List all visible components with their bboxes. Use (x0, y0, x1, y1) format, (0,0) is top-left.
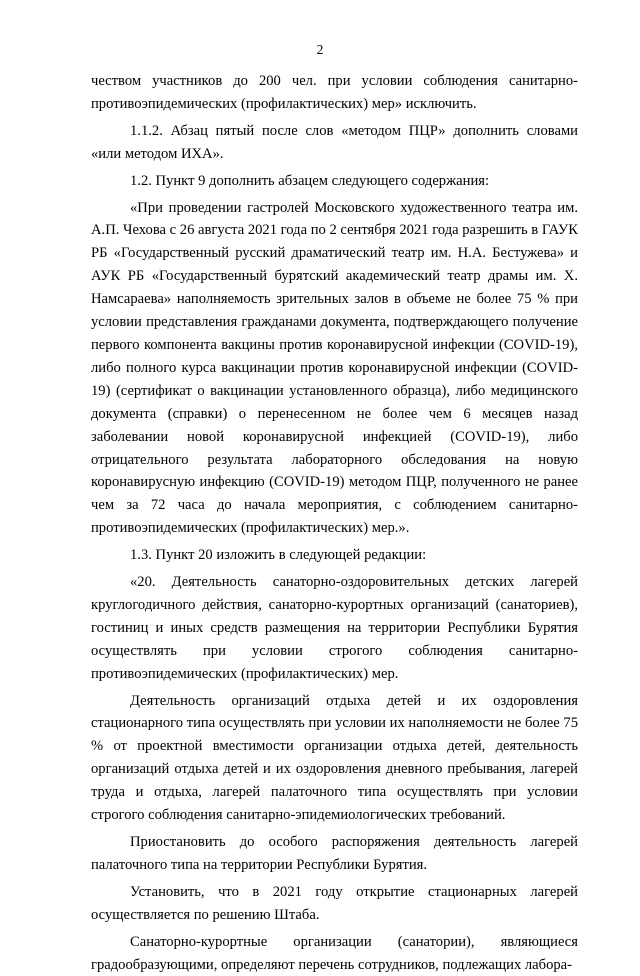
page-number: 2 (316, 42, 324, 57)
paragraph-continuation: чеством участников до 200 чел. при условии соблюдения санитарно-противоэпидемических (профилактических) мер» исключить. (91, 73, 578, 112)
paragraph-point-20: «20. Деятельность санаторно-оздоровительных детских лагерей круглогодичного действия, санаторно-курортных организаций (санаториев), гостиниц и иных средств размещения на территории Республики Бурятия осуществлять при условии строгого соблюдения санитарно-противоэпидемических (профилактических) мер. (91, 574, 578, 682)
paragraph-suspend-tent-camps: Приостановить до особого распоряжения деятельность лагерей палаточного типа на территории Республики Бурятия. (91, 834, 578, 873)
paragraph-stationary-camps: Установить, что в 2021 году открытие стационарных лагерей осуществляется по решению Штаба. (91, 883, 578, 923)
paragraph-sanatoriums: Санаторно-курортные организации (санатории), являющиеся градообразующими, определяют перечень сотрудников, подлежащих лабора- (91, 933, 578, 973)
paragraph-children-camps: Деятельность организаций отдыха детей и их оздоровления стационарного типа осуществлять при условии их наполняемости не более 75 % от проектной вместимости организации отдыха детей, деятельность организаций отдыха детей и их оздоровления дневного пребывания, лагерей труда и отдыха, лагерей палаточного типа осуществлять при условии строгого соблюдения санитарно-эпидемиологических требований. (91, 692, 578, 824)
paragraph-1-3: 1.3. Пункт 20 изложить в следующей редакции: (130, 547, 427, 564)
paragraph-gastroli-quote: «При проведении гастролей Московского художественного театра им. А.П. Чехова с 26 августа 2021 года по 2 сентября 2021 года разрешить в ГАУК РБ «Государственный русский драматический театр им. Н.А. Бестужева» и АУК РБ «Государственный бурятский академический театр драмы им. Х. Намсараева» наполняемость зрительных залов в объеме не более 75 % при условии представления гражданами документа, подтверждающего получение первого компонента вакцины против коронавирусной инфекции (COVID-19), либо полного курса вакцинации против коронавирусной инфекции (COVID-19) (сертификат о вакцинации установленного образца), либо медицинского документа (справки) о перенесенном не более чем 6 месяцев назад заболевании новой коронавирусной инфекцией (COVID-19), либо отрицательного результата лабораторного обследования на новую коронавирусную инфекцию (COVID-19) методом ПЦР, полученного не ранее чем за 72 часа до начала мероприятия, с соблюдением санитарно-противоэпидемических (профилактических) мер.». (91, 199, 578, 537)
document-body (91, 70, 578, 976)
paragraph-1-1-2: 1.1.2. Абзац пятый после слов «методом ПЦР» дополнить словами «или методом ИХА». (91, 122, 578, 162)
paragraph-1-2: 1.2. Пункт 9 дополнить абзацем следующего содержания: (130, 172, 490, 189)
